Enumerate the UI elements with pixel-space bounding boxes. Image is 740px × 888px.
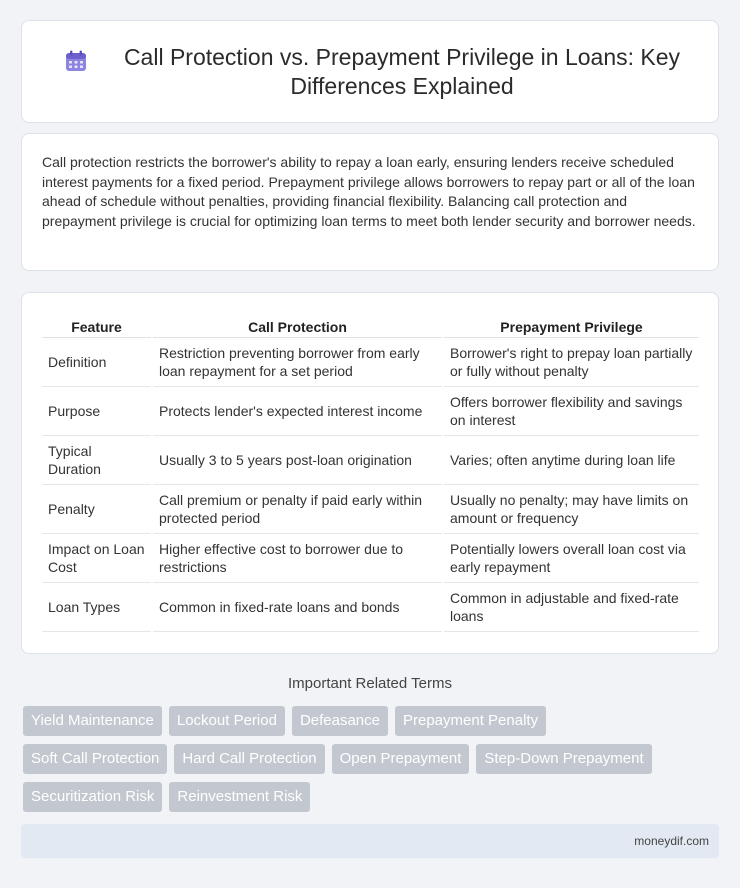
- tag-prepayment-penalty[interactable]: Prepayment Penalty: [395, 706, 546, 736]
- header-feature: Feature: [42, 314, 152, 337]
- table-row: [42, 337, 699, 386]
- tag-step-down-prepayment[interactable]: Step-Down Prepayment: [476, 744, 651, 774]
- tag-securitization-risk[interactable]: Securitization Risk: [23, 782, 162, 812]
- row-feature: Purpose: [42, 386, 152, 435]
- title-card: [21, 20, 719, 123]
- tag-soft-call-protection[interactable]: Soft Call Protection: [23, 744, 167, 774]
- row-call-protection: Call premium or penalty if paid early within protected period: [152, 484, 443, 533]
- tag-open-prepayment[interactable]: Open Prepayment: [332, 744, 470, 774]
- tag-reinvestment-risk[interactable]: Reinvestment Risk: [169, 782, 310, 812]
- tag-yield-maintenance[interactable]: Yield Maintenance: [23, 706, 162, 736]
- tag-defeasance[interactable]: Defeasance: [292, 706, 388, 736]
- intro-card: [21, 133, 719, 271]
- comparison-table: [42, 314, 699, 632]
- header-prepayment-privilege: Prepayment Privilege: [443, 314, 699, 337]
- row-call-protection: Restriction preventing borrower from early loan repayment for a set period: [152, 337, 443, 386]
- row-feature: Typical Duration: [42, 435, 152, 484]
- page-title: Call Protection vs. Prepayment Privilege in Loans: Key Differences Explained: [123, 44, 681, 99]
- row-call-protection: Common in fixed-rate loans and bonds: [152, 582, 443, 631]
- tag-hard-call-protection[interactable]: Hard Call Protection: [174, 744, 324, 774]
- related-terms-title: Important Related Terms: [288, 675, 452, 692]
- row-feature: Loan Types: [42, 582, 152, 631]
- row-call-protection: Higher effective cost to borrower due to restrictions: [152, 533, 443, 582]
- row-prepayment-privilege: Usually no penalty; may have limits on amount or frequency: [443, 484, 699, 533]
- header-call-protection: Call Protection: [152, 314, 443, 337]
- tag-lockout-period[interactable]: Lockout Period: [169, 706, 285, 736]
- row-prepayment-privilege: Varies; often anytime during loan life: [443, 435, 699, 484]
- calendar-icon: [64, 49, 88, 73]
- row-feature: Impact on Loan Cost: [42, 533, 152, 582]
- table-row: [42, 386, 699, 435]
- related-terms-list: [23, 706, 693, 820]
- comparison-table-card: [21, 292, 719, 654]
- row-call-protection: Usually 3 to 5 years post-loan origination: [152, 435, 443, 484]
- row-call-protection: Protects lender's expected interest income: [152, 386, 443, 435]
- table-header-row: [42, 314, 699, 337]
- footer: [21, 824, 719, 858]
- table-row: [42, 484, 699, 533]
- table-row: [42, 435, 699, 484]
- row-prepayment-privilege: Offers borrower flexibility and savings on interest: [443, 386, 699, 435]
- site-name: moneydif.com: [634, 834, 709, 848]
- row-prepayment-privilege: Borrower's right to prepay loan partially or fully without penalty: [443, 337, 699, 386]
- table-row: [42, 582, 699, 631]
- table-row: [42, 533, 699, 582]
- row-prepayment-privilege: Common in adjustable and fixed-rate loans: [443, 582, 699, 631]
- row-feature: Penalty: [42, 484, 152, 533]
- row-prepayment-privilege: Potentially lowers overall loan cost via early repayment: [443, 533, 699, 582]
- intro-paragraph: Call protection restricts the borrower's ability to repay a loan early, ensuring lenders receive scheduled interest payments for a fixed period. Prepayment privilege allows borrowers to repay part or all of the loan ahead of schedule without penalties, providing financial flexibility. Balancing call protection and prepayment privilege is crucial for optimizing loan terms to meet both lender security and borrower needs.: [42, 154, 696, 229]
- row-feature: Definition: [42, 337, 152, 386]
